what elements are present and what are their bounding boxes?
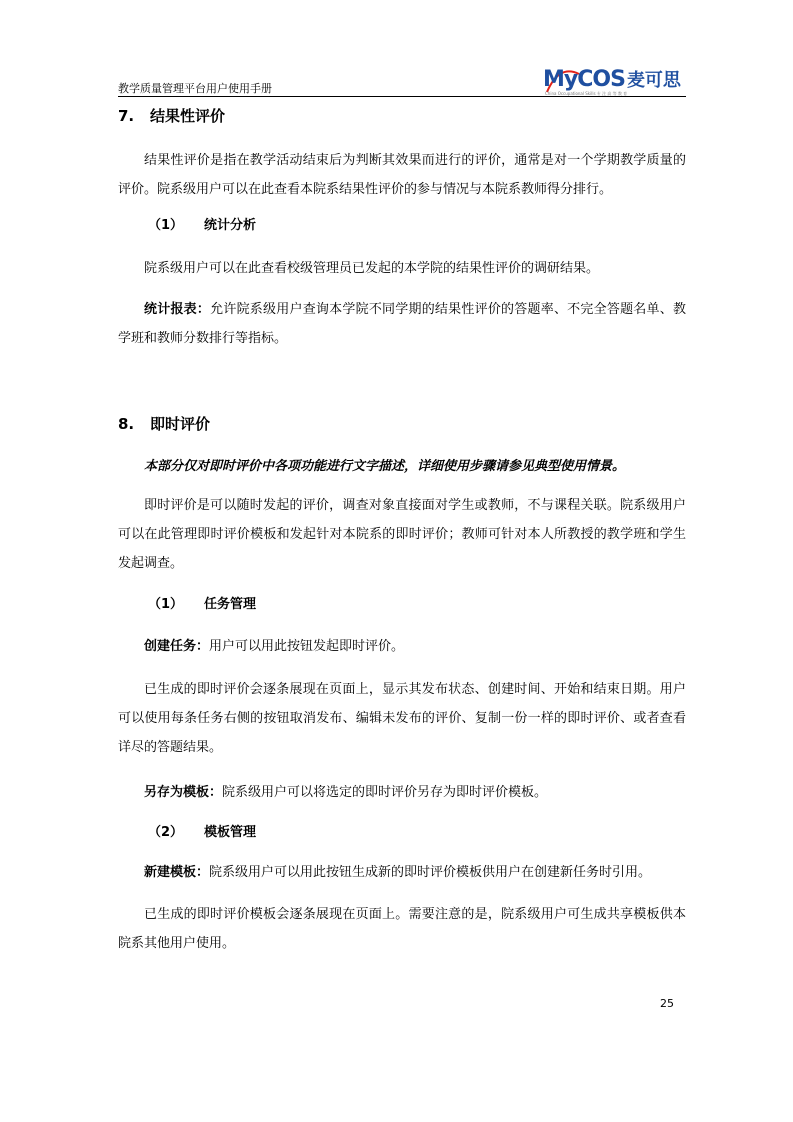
section-7-heading [118,105,686,126]
logo-cn: 麦可思 [626,70,681,91]
term-new-template: 新建模板： [144,865,210,880]
section-8-note: 本部分仅对即时评价中各项功能进行文字描述，详细使用步骤请参见典型使用情景。 [144,459,626,474]
section-8-sub1-para: 已生成的即时评价会逐条展现在页面上，显示其发布状态、创建时间、开始和结束日期。用户可以使用每条任务右侧的按钮取消发布、编辑未发布的评价、复制一份一样的即时评价、或者查看详尽的答题结果。 [118,682,686,755]
section-7-sub1-para: 院系级用户可以在此查看校级管理员已发起的本学院的结果性评价的调研结果。 [144,261,600,276]
section-7-sub1-number: （1） [148,218,184,233]
section-8-sub2-number: （2） [148,825,184,840]
section-7-title: 结果性评价 [150,107,226,125]
logo-cos: COS [577,67,625,92]
section-8-sub2-term-para [118,858,686,887]
header-title: 教学质量管理平台用户使用手册 [118,82,272,95]
mycos-logo [543,66,688,96]
page-number: 25 [660,997,674,1010]
term-create-task: 创建任务： [144,639,210,654]
logo-my: My [543,67,578,92]
logo-wordmark [543,66,681,92]
section-7-number: 7. [118,107,135,125]
term-create-task-text: 用户可以用此按钮发起即时评价。 [209,639,405,654]
section-7-intro: 结果性评价是指在教学活动结束后为判断其效果而进行的评价，通常是对一个学期教学质量的评价。院系级用户可以在此查看本院系结果性评价的参与情况与本院系教师得分排行。 [118,153,686,197]
section-8-intro: 即时评价是可以随时发起的评价，调查对象直接面对学生或教师，不与课程关联。院系级用户可以在此管理即时评价模板和发起针对本院系的即时评价；教师可针对本人所教授的教学班和学生发起调查。 [118,498,686,571]
section-7-sub1-term-para [118,295,686,353]
term-save-as-template-text: 院系级用户可以将选定的即时评价另存为即时评价模板。 [222,785,548,800]
section-8-sub2-title: 模板管理 [204,825,257,840]
term-save-as-template: 另存为模板： [144,785,223,800]
section-8-number: 8. [118,415,135,433]
section-8-heading [118,413,686,434]
section-7-sub1-title: 统计分析 [204,218,257,233]
section-8-title: 即时评价 [150,415,211,433]
section-8-sub1-term1-para [118,632,686,661]
term-statistics-report-text: 允许院系级用户查询本学院不同学期的结果性评价的答题率、不完全答题名单、教学班和教师分数排行等指标。 [118,302,686,346]
section-8-sub1-term2-para [118,778,686,807]
section-8-sub2-para: 已生成的即时评价模板会逐条展现在页面上。需要注意的是，院系级用户可生成共享模板供本院系其他用户使用。 [118,907,686,951]
logo-tagline: China Occupational Skills 专 注 高 等 教 育 [545,91,628,96]
term-new-template-text: 院系级用户可以用此按钮生成新的即时评价模板供用户在创建新任务时引用。 [209,865,652,880]
section-8-sub1-number: （1） [148,597,184,612]
section-8-sub1-title: 任务管理 [204,597,257,612]
section-8-sub1-heading [118,593,686,612]
section-7-sub1-heading [118,214,686,233]
term-statistics-report: 统计报表： [144,302,211,317]
section-8-sub2-heading [118,821,686,840]
